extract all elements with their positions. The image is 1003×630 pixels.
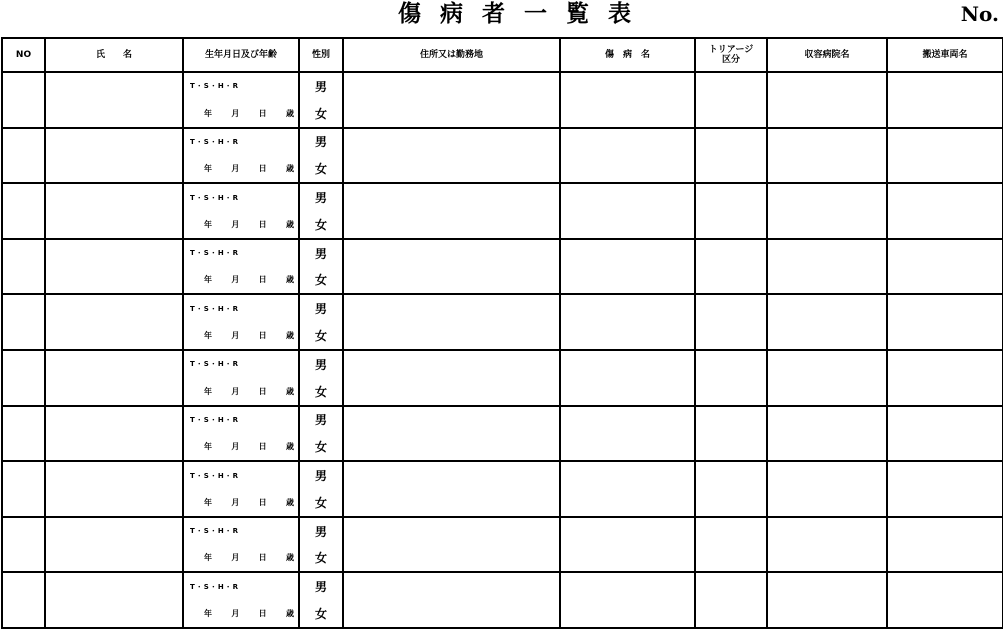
table-row — [2, 572, 1003, 600]
cell-sex-female[interactable]: 女 — [299, 378, 343, 406]
table-row — [2, 406, 1003, 434]
age-label: 歳 — [285, 497, 294, 507]
cell-address[interactable] — [343, 572, 560, 628]
cell-sex-male[interactable]: 男 — [299, 350, 343, 378]
cell-address[interactable] — [343, 183, 560, 239]
cell-triage[interactable] — [695, 183, 767, 239]
cell-name[interactable] — [45, 239, 183, 295]
cell-sex-female[interactable]: 女 — [299, 322, 343, 350]
month-label: 月 — [231, 553, 240, 563]
cell-dob-era[interactable]: T・S・H・R — [183, 128, 299, 156]
day-label: 日 — [258, 497, 267, 507]
cell-dob-date[interactable] — [183, 545, 299, 573]
cell-dob-era[interactable]: T・S・H・R — [183, 350, 299, 378]
cell-sex-male[interactable]: 男 — [299, 572, 343, 600]
cell-sex-male[interactable]: 男 — [299, 406, 343, 434]
header-vehicle: 搬送車両名 — [887, 38, 1003, 72]
cell-dob-era[interactable]: T・S・H・R — [183, 183, 299, 211]
cell-no[interactable] — [2, 350, 45, 406]
page-title: 傷病者一覧表 — [398, 0, 650, 27]
cell-injury[interactable] — [560, 183, 695, 239]
cell-no[interactable] — [2, 239, 45, 295]
day-label: 日 — [258, 553, 267, 563]
year-label: 年 — [204, 275, 212, 285]
header-dob: 生年月日及び年齢 — [183, 38, 299, 72]
table-row — [2, 183, 1003, 211]
cell-dob-date[interactable] — [183, 600, 299, 628]
cell-no[interactable] — [2, 517, 45, 573]
age-label: 歳 — [285, 609, 294, 619]
cell-no[interactable] — [2, 406, 45, 462]
cell-hospital[interactable] — [767, 239, 887, 295]
cell-address[interactable] — [343, 461, 560, 517]
cell-triage[interactable] — [695, 239, 767, 295]
cell-address[interactable] — [343, 406, 560, 462]
cell-triage[interactable] — [695, 461, 767, 517]
day-label: 日 — [258, 219, 267, 229]
cell-triage[interactable] — [695, 350, 767, 406]
cell-vehicle[interactable] — [887, 461, 1003, 517]
cell-sex-male[interactable]: 男 — [299, 128, 343, 156]
cell-vehicle[interactable] — [887, 128, 1003, 184]
cell-vehicle[interactable] — [887, 183, 1003, 239]
cell-hospital[interactable] — [767, 461, 887, 517]
cell-dob-era[interactable]: T・S・H・R — [183, 406, 299, 434]
cell-no[interactable] — [2, 183, 45, 239]
cell-dob-era[interactable]: T・S・H・R — [183, 294, 299, 322]
year-label: 年 — [204, 442, 212, 452]
page-number-label: No. — [960, 2, 999, 26]
cell-triage[interactable] — [695, 128, 767, 184]
cell-name[interactable] — [45, 350, 183, 406]
cell-vehicle[interactable] — [887, 406, 1003, 462]
age-label: 歳 — [285, 164, 294, 174]
cell-hospital[interactable] — [767, 128, 887, 184]
age-label: 歳 — [285, 108, 294, 118]
cell-injury[interactable] — [560, 294, 695, 350]
cell-name[interactable] — [45, 294, 183, 350]
cell-sex-female[interactable]: 女 — [299, 433, 343, 461]
cell-hospital[interactable] — [767, 406, 887, 462]
cell-sex-male[interactable]: 男 — [299, 517, 343, 545]
year-label: 年 — [204, 164, 212, 174]
cell-address[interactable] — [343, 517, 560, 573]
cell-dob-date[interactable] — [183, 433, 299, 461]
cell-sex-male[interactable]: 男 — [299, 461, 343, 489]
cell-injury[interactable] — [560, 572, 695, 628]
cell-sex-female[interactable]: 女 — [299, 489, 343, 517]
table-row — [2, 350, 1003, 378]
month-label: 月 — [231, 386, 240, 396]
year-label: 年 — [204, 497, 212, 507]
header-sex: 性別 — [299, 38, 343, 72]
cell-injury[interactable] — [560, 350, 695, 406]
cell-injury[interactable] — [560, 406, 695, 462]
cell-dob-era[interactable]: T・S・H・R — [183, 517, 299, 545]
year-label: 年 — [204, 108, 212, 118]
cell-vehicle[interactable] — [887, 294, 1003, 350]
cell-dob-date[interactable] — [183, 267, 299, 295]
cell-sex-female[interactable]: 女 — [299, 211, 343, 239]
month-label: 月 — [231, 442, 240, 452]
header-triage-line2: 区分 — [721, 55, 740, 65]
cell-name[interactable] — [45, 183, 183, 239]
day-label: 日 — [258, 275, 267, 285]
cell-dob-era[interactable]: T・S・H・R — [183, 72, 299, 100]
cell-dob-date[interactable] — [183, 100, 299, 128]
year-label: 年 — [204, 553, 212, 563]
cell-no[interactable] — [2, 294, 45, 350]
cell-address[interactable] — [343, 128, 560, 184]
year-label: 年 — [204, 331, 212, 341]
cell-hospital[interactable] — [767, 183, 887, 239]
cell-triage[interactable] — [695, 406, 767, 462]
age-label: 歳 — [285, 553, 294, 563]
day-label: 日 — [258, 108, 267, 118]
age-label: 歳 — [285, 275, 294, 285]
cell-sex-female[interactable]: 女 — [299, 600, 343, 628]
cell-dob-era[interactable]: T・S・H・R — [183, 461, 299, 489]
day-label: 日 — [258, 164, 267, 174]
month-label: 月 — [231, 219, 240, 229]
cell-name[interactable] — [45, 406, 183, 462]
header-triage-line1: トリアージ — [708, 45, 754, 55]
cell-name[interactable] — [45, 72, 183, 128]
age-label: 歳 — [285, 442, 294, 452]
table-row — [2, 128, 1003, 156]
month-label: 月 — [231, 164, 240, 174]
cell-name[interactable] — [45, 517, 183, 573]
cell-dob-date[interactable] — [183, 211, 299, 239]
cell-dob-date[interactable] — [183, 489, 299, 517]
cell-vehicle[interactable] — [887, 517, 1003, 573]
age-label: 歳 — [285, 219, 294, 229]
cell-address[interactable] — [343, 72, 560, 128]
cell-injury[interactable] — [560, 72, 695, 128]
day-label: 日 — [258, 331, 267, 341]
cell-sex-female[interactable]: 女 — [299, 545, 343, 573]
casualty-table — [1, 37, 1003, 629]
table-row — [2, 239, 1003, 267]
cell-hospital[interactable] — [767, 350, 887, 406]
age-label: 歳 — [285, 386, 294, 396]
cell-sex-male[interactable]: 男 — [299, 294, 343, 322]
cell-hospital[interactable] — [767, 72, 887, 128]
cell-injury[interactable] — [560, 517, 695, 573]
cell-injury[interactable] — [560, 128, 695, 184]
cell-triage[interactable] — [695, 572, 767, 628]
cell-injury[interactable] — [560, 239, 695, 295]
cell-sex-female[interactable]: 女 — [299, 155, 343, 183]
month-label: 月 — [231, 275, 240, 285]
day-label: 日 — [258, 442, 267, 452]
cell-address[interactable] — [343, 350, 560, 406]
day-label: 日 — [258, 609, 267, 619]
day-label: 日 — [258, 386, 267, 396]
cell-hospital[interactable] — [767, 572, 887, 628]
cell-name[interactable] — [45, 572, 183, 628]
cell-vehicle[interactable] — [887, 239, 1003, 295]
cell-vehicle[interactable] — [887, 350, 1003, 406]
cell-dob-date[interactable] — [183, 378, 299, 406]
month-label: 月 — [231, 497, 240, 507]
cell-no[interactable] — [2, 572, 45, 628]
cell-triage[interactable] — [695, 294, 767, 350]
table-row — [2, 461, 1003, 489]
cell-triage[interactable] — [695, 72, 767, 128]
cell-hospital[interactable] — [767, 517, 887, 573]
age-label: 歳 — [285, 331, 294, 341]
year-label: 年 — [204, 386, 212, 396]
year-label: 年 — [204, 609, 212, 619]
cell-sex-male[interactable]: 男 — [299, 239, 343, 267]
header-no: NO — [2, 38, 45, 72]
year-label: 年 — [204, 219, 212, 229]
header-hospital: 収容病院名 — [767, 38, 887, 72]
cell-sex-male[interactable]: 男 — [299, 183, 343, 211]
cell-no[interactable] — [2, 461, 45, 517]
header-row — [2, 38, 1003, 72]
table-row — [2, 294, 1003, 322]
cell-address[interactable] — [343, 294, 560, 350]
cell-injury[interactable] — [560, 461, 695, 517]
cell-name[interactable] — [45, 128, 183, 184]
table-row — [2, 517, 1003, 545]
cell-address[interactable] — [343, 239, 560, 295]
cell-vehicle[interactable] — [887, 72, 1003, 128]
header-name: 氏 名 — [45, 38, 183, 72]
month-label: 月 — [231, 609, 240, 619]
cell-hospital[interactable] — [767, 294, 887, 350]
month-label: 月 — [231, 108, 240, 118]
cell-sex-female[interactable]: 女 — [299, 267, 343, 295]
header-injury: 傷 病 名 — [560, 38, 695, 72]
month-label: 月 — [231, 331, 240, 341]
header-address: 住所又は勤務地 — [343, 38, 560, 72]
table-row — [2, 72, 1003, 100]
cell-dob-era[interactable]: T・S・H・R — [183, 239, 299, 267]
header-triage — [695, 38, 767, 72]
cell-name[interactable] — [45, 461, 183, 517]
cell-no[interactable] — [2, 128, 45, 184]
cell-triage[interactable] — [695, 517, 767, 573]
cell-dob-date[interactable] — [183, 322, 299, 350]
cell-dob-date[interactable] — [183, 155, 299, 183]
cell-no[interactable] — [2, 72, 45, 128]
cell-vehicle[interactable] — [887, 572, 1003, 628]
cell-sex-female[interactable]: 女 — [299, 100, 343, 128]
cell-dob-era[interactable]: T・S・H・R — [183, 572, 299, 600]
cell-sex-male[interactable]: 男 — [299, 72, 343, 100]
